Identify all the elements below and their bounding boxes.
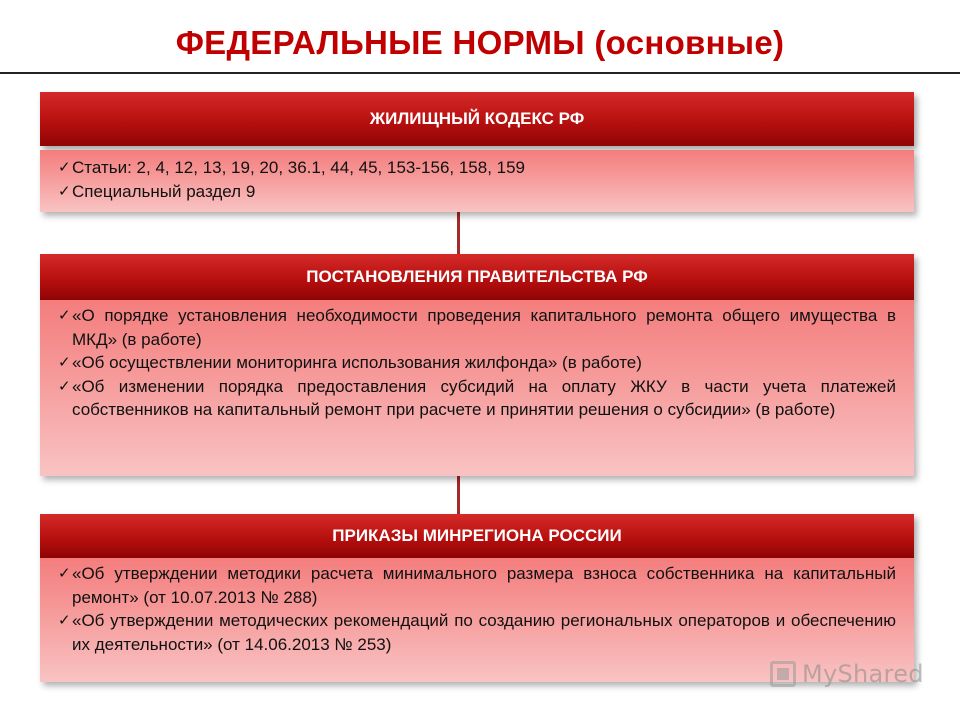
checkmark-icon: ✓ [58, 377, 71, 395]
item-text: «О порядке установления необходимости проведения капитального ремонта общего имущества в МКД» (в работе) [72, 306, 896, 349]
item-text: Специальный раздел 9 [72, 181, 256, 201]
connector-line [457, 476, 460, 514]
list-item [58, 156, 896, 180]
checkmark-icon: ✓ [58, 182, 71, 200]
watermark-text: MyShared [802, 660, 924, 688]
slide-title: ФЕДЕРАЛЬНЫЕ НОРМЫ (основные) [175, 24, 785, 61]
title-divider [0, 72, 960, 74]
checkmark-icon: ✓ [58, 354, 71, 371]
item-text: «Об утверждении методических рекомендаций по созданию региональных операторов и обеспечению их деятельности» (от 14.06.2013 № 253) [72, 611, 896, 654]
section-title: ЖИЛИЩНЫЙ КОДЕКС РФ [369, 109, 585, 128]
list-item [58, 375, 896, 422]
section-header-ministry-orders [40, 514, 914, 558]
list-item [58, 562, 896, 609]
connector-line [457, 212, 460, 254]
section-body-government-resolutions [40, 300, 914, 476]
section-title: ПОСТАНОВЛЕНИЯ ПРАВИТЕЛЬСТВА РФ [306, 267, 648, 286]
item-text: Статьи: 2, 4, 12, 13, 19, 20, 36.1, 44, 45, 153-156, 158, 159 [72, 158, 526, 177]
list-item [58, 351, 896, 375]
section-header-government-resolutions [40, 254, 914, 300]
watermark [770, 656, 940, 692]
item-text: «Об изменении порядка предоставления субсидий на оплату ЖКУ в части учета платежей собственников на капитальный ремонт при расчете и принятии решения о субсидии» (в работе) [72, 376, 896, 419]
checkmark-icon: ✓ [58, 565, 71, 582]
checkmark-icon: ✓ [58, 159, 71, 176]
item-list [58, 562, 896, 656]
section-header-housing-code [40, 92, 914, 146]
list-item [58, 609, 896, 656]
item-list [58, 156, 896, 203]
list-item [58, 180, 896, 204]
section-body-housing-code [40, 150, 914, 212]
checkmark-icon: ✓ [58, 307, 71, 324]
item-list [58, 304, 896, 422]
list-item [58, 304, 896, 351]
section-title: ПРИКАЗЫ МИНРЕГИОНА РОССИИ [332, 526, 622, 545]
item-text: «Об утверждении методики расчета минимального размера взноса собственника на капитальный ремонт» (от 10.07.2013 № 288) [72, 564, 896, 607]
item-text: «Об осуществлении мониторинга использования жилфонда» (в работе) [72, 353, 642, 372]
presentation-logo-icon [770, 661, 796, 687]
checkmark-icon: ✓ [58, 612, 71, 629]
